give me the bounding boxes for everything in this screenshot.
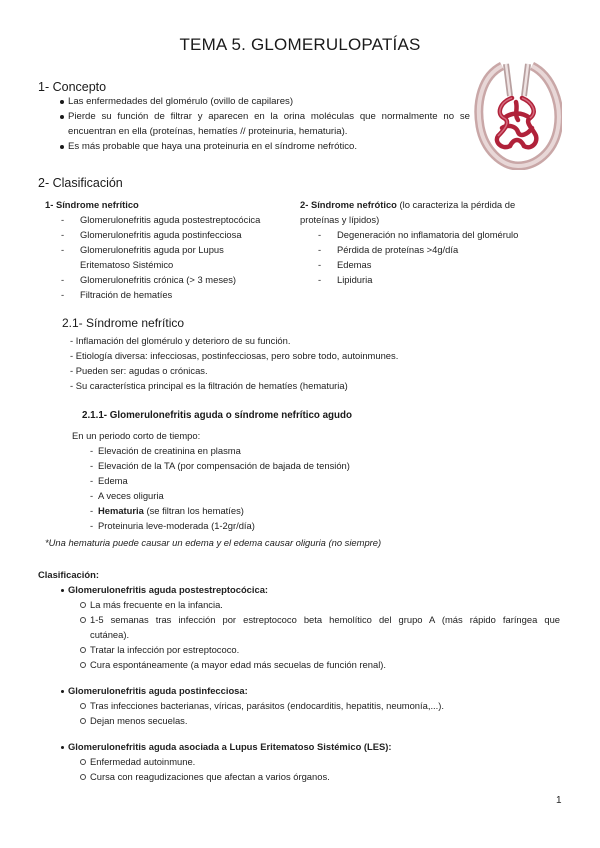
list-item: - Elevación de la TA (por compensación de bajada de tensión)	[90, 460, 350, 471]
list-item: Es más probable que haya una proteinuria en el síndrome nefrótico.	[68, 139, 470, 154]
circle-bullet-icon	[80, 662, 86, 668]
sindrome-nefritico-column	[45, 197, 295, 302]
circle-bullet-icon	[80, 617, 86, 623]
list-item: - Etiología diversa: infecciosas, postinfecciosas, pero sobre todo, autoinmunes.	[70, 350, 399, 361]
section-heading-sindrome-nefritico: 2.1- Síndrome nefrítico	[62, 316, 185, 330]
sindrome-nefrotico-column	[300, 197, 570, 287]
list-item: - Elevación de creatinina en plasma	[90, 445, 241, 456]
list-item: Tratar la infección por estreptococo.	[60, 642, 560, 657]
list-item: - Glomerulonefritis crónica (> 3 meses)	[61, 274, 237, 285]
list-item: Cura espontáneamente (a mayor edad más secuelas de función renal).	[60, 657, 560, 672]
bullet-icon	[60, 100, 64, 104]
list-item: - Lipiduria	[318, 274, 373, 285]
list-item: - Proteinuria leve-moderada (1-2gr/día)	[90, 520, 255, 531]
list-item: - Inflamación del glomérulo y deterioro de su función.	[70, 335, 291, 346]
intro-text: En un periodo corto de tiempo:	[72, 430, 201, 441]
list-item: La más frecuente en la infancia.	[60, 597, 560, 612]
column-title: 2- Síndrome nefrótico (lo caracteriza la pérdida de	[300, 199, 516, 210]
section-heading-concepto: 1- Concepto	[38, 80, 107, 94]
list-item: Pierde su función de filtrar y aparecen en la orina moléculas que normalmente no se	[68, 109, 470, 124]
list-item: - Glomerulonefritis aguda postinfecciosa	[61, 229, 242, 240]
group-title: Glomerulonefritis aguda asociada a Lupus Eritematoso Sistémico (LES):	[60, 739, 560, 754]
circle-bullet-icon	[80, 718, 86, 724]
section-heading-clasificacion: 2- Clasificación	[38, 176, 123, 190]
circle-bullet-icon	[80, 759, 86, 765]
list-item: - Edemas	[318, 259, 372, 270]
list-item: - A veces oliguria	[90, 490, 164, 501]
glomerulus-illustration-icon	[472, 62, 562, 170]
list-item: - Filtración de hematíes	[61, 289, 173, 300]
bullet-icon	[60, 145, 64, 149]
bullet-icon	[61, 746, 64, 749]
clasificacion-group	[60, 683, 560, 728]
concepto-list	[68, 94, 470, 154]
list-item-continuation: Eritematoso Sistémico	[80, 259, 174, 270]
list-item: Dejan menos secuelas.	[60, 713, 560, 728]
group-title: Glomerulonefritis aguda postinfecciosa:	[60, 683, 560, 698]
list-item: - Hematuria (se filtran los hematíes)	[90, 505, 244, 516]
list-item: - Su característica principal es la filtración de hematíes (hematuria)	[70, 380, 348, 391]
bullet-icon	[60, 115, 64, 119]
circle-bullet-icon	[80, 647, 86, 653]
clasificacion-group	[60, 582, 560, 672]
list-item: Enfermedad autoinmune.	[60, 754, 560, 769]
circle-bullet-icon	[80, 703, 86, 709]
column-title: 1- Síndrome nefrítico	[45, 199, 139, 210]
group-title: Glomerulonefritis aguda postestreptocócica:	[60, 582, 560, 597]
list-item: - Edema	[90, 475, 128, 486]
circle-bullet-icon	[80, 602, 86, 608]
list-item: Tras infecciones bacterianas, víricas, parásitos (endocarditis, hepatitis, neumonía,...).	[60, 698, 560, 713]
bullet-icon	[61, 589, 64, 592]
list-item-continuation: cutánea).	[90, 629, 130, 640]
circle-bullet-icon	[80, 774, 86, 780]
list-item: - Pérdida de proteínas >4g/día	[318, 244, 459, 255]
clasificacion-group	[60, 739, 560, 784]
page-number: 1	[556, 795, 562, 806]
sindrome-nefritico-list	[70, 333, 570, 393]
bullet-icon	[61, 690, 64, 693]
list-item: - Glomerulonefritis aguda postestreptocócica	[61, 214, 261, 225]
subsection-heading-gn-aguda: 2.1.1- Glomerulonefritis aguda o síndrome nefrítico agudo	[82, 410, 352, 421]
list-item: - Degeneración no inflamatoria del glomérulo	[318, 229, 519, 240]
clasificacion-heading: Clasificación:	[38, 569, 99, 580]
footnote: *Una hematuria puede causar un edema y el edema causar oliguria (no siempre)	[45, 537, 382, 548]
list-item: 1-5 semanas tras infección por estreptococo beta hemolítico del grupo A (más rápido faríngea que	[60, 612, 560, 627]
list-item: - Glomerulonefritis aguda por Lupus	[61, 244, 224, 255]
list-item: Cursa con reagudizaciones que afectan a varios órganos.	[60, 769, 560, 784]
list-item: - Pueden ser: agudas o crónicas.	[70, 365, 208, 376]
list-item-continuation: encuentran en ella (proteínas, hematíes // proteinuria, hematuria).	[68, 126, 348, 137]
page-title: TEMA 5. GLOMERULOPATÍAS	[179, 35, 421, 54]
column-title-continuation: proteínas y lípidos)	[300, 214, 380, 225]
gn-aguda-block	[72, 428, 552, 533]
list-item: Las enfermedades del glomérulo (ovillo de capilares)	[68, 94, 470, 109]
